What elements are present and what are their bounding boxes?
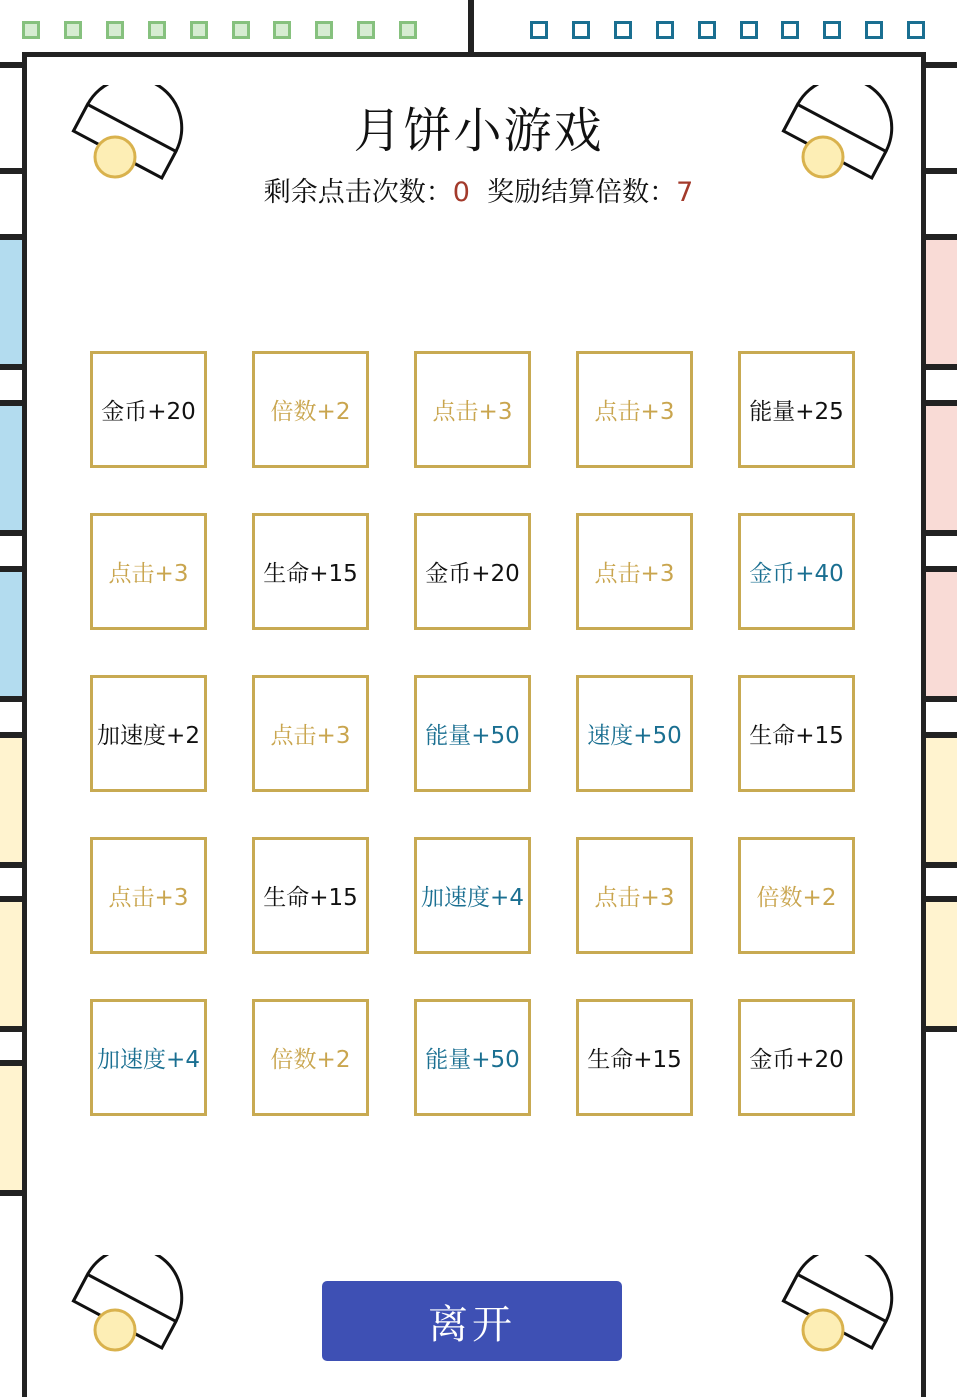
reward-cell[interactable]: 点击+3 xyxy=(576,837,693,954)
track-tile-yellow xyxy=(922,736,957,862)
reward-cell[interactable]: 加速度+4 xyxy=(414,837,531,954)
reward-cell[interactable]: 点击+3 xyxy=(576,351,693,468)
reward-cell[interactable]: 点击+3 xyxy=(576,513,693,630)
reward-cell[interactable]: 倍数+2 xyxy=(738,837,855,954)
blue-square-icon xyxy=(781,21,799,39)
reward-cell[interactable]: 能量+50 xyxy=(414,999,531,1116)
reward-cell[interactable]: 金币+40 xyxy=(738,513,855,630)
reward-cell[interactable]: 生命+15 xyxy=(252,837,369,954)
reward-grid xyxy=(90,351,856,1117)
reward-cell[interactable]: 金币+20 xyxy=(738,999,855,1116)
track-tile-yellow xyxy=(0,736,22,862)
track-tile-pink xyxy=(922,570,957,696)
blue-square-icon xyxy=(698,21,716,39)
reward-cell[interactable]: 能量+25 xyxy=(738,351,855,468)
blue-square-icon xyxy=(530,21,548,39)
reward-cell[interactable]: 点击+3 xyxy=(252,675,369,792)
reward-cell[interactable]: 生命+15 xyxy=(252,513,369,630)
blue-square-icon xyxy=(656,21,674,39)
reward-cell[interactable]: 点击+3 xyxy=(414,351,531,468)
multiplier-value: 7 xyxy=(676,177,694,208)
stats-line xyxy=(0,170,957,209)
reward-cell[interactable]: 能量+50 xyxy=(414,675,531,792)
leave-button[interactable]: 离开 xyxy=(322,1281,622,1361)
track-tile-yellow xyxy=(922,900,957,1026)
game-title: 月饼小游戏 xyxy=(353,103,604,159)
reward-cell[interactable]: 加速度+4 xyxy=(90,999,207,1116)
clicks-value: 0 xyxy=(452,177,470,208)
track-tile-blue xyxy=(0,570,22,696)
reward-cell[interactable]: 金币+20 xyxy=(414,513,531,630)
blue-square-icon xyxy=(907,21,925,39)
reward-cell[interactable]: 生命+15 xyxy=(738,675,855,792)
reward-cell[interactable]: 加速度+2 xyxy=(90,675,207,792)
reward-cell[interactable]: 倍数+2 xyxy=(252,999,369,1116)
track-tile-pink xyxy=(922,404,957,530)
multiplier-label: 奖励结算倍数： xyxy=(487,177,677,208)
track-tile-blue xyxy=(0,404,22,530)
track-tile-pink xyxy=(922,238,957,364)
blue-square-icon xyxy=(614,21,632,39)
reward-cell[interactable]: 金币+20 xyxy=(90,351,207,468)
reward-cell[interactable]: 点击+3 xyxy=(90,837,207,954)
mooncake-icon xyxy=(55,1255,185,1355)
track-tile-yellow xyxy=(0,900,22,1026)
reward-cell[interactable]: 速度+50 xyxy=(576,675,693,792)
reward-cell[interactable]: 倍数+2 xyxy=(252,351,369,468)
clicks-label: 剩余点击次数： xyxy=(263,177,453,208)
mooncake-icon xyxy=(765,1255,895,1355)
blue-square-icon xyxy=(823,21,841,39)
track-tile-blue xyxy=(0,238,22,364)
blue-square-icon xyxy=(572,21,590,39)
blue-square-icon xyxy=(740,21,758,39)
reward-cell[interactable]: 生命+15 xyxy=(576,999,693,1116)
reward-cell[interactable]: 点击+3 xyxy=(90,513,207,630)
track-tile-yellow xyxy=(0,1064,22,1190)
blue-square-icon xyxy=(865,21,883,39)
top-right-square-row xyxy=(0,21,957,38)
